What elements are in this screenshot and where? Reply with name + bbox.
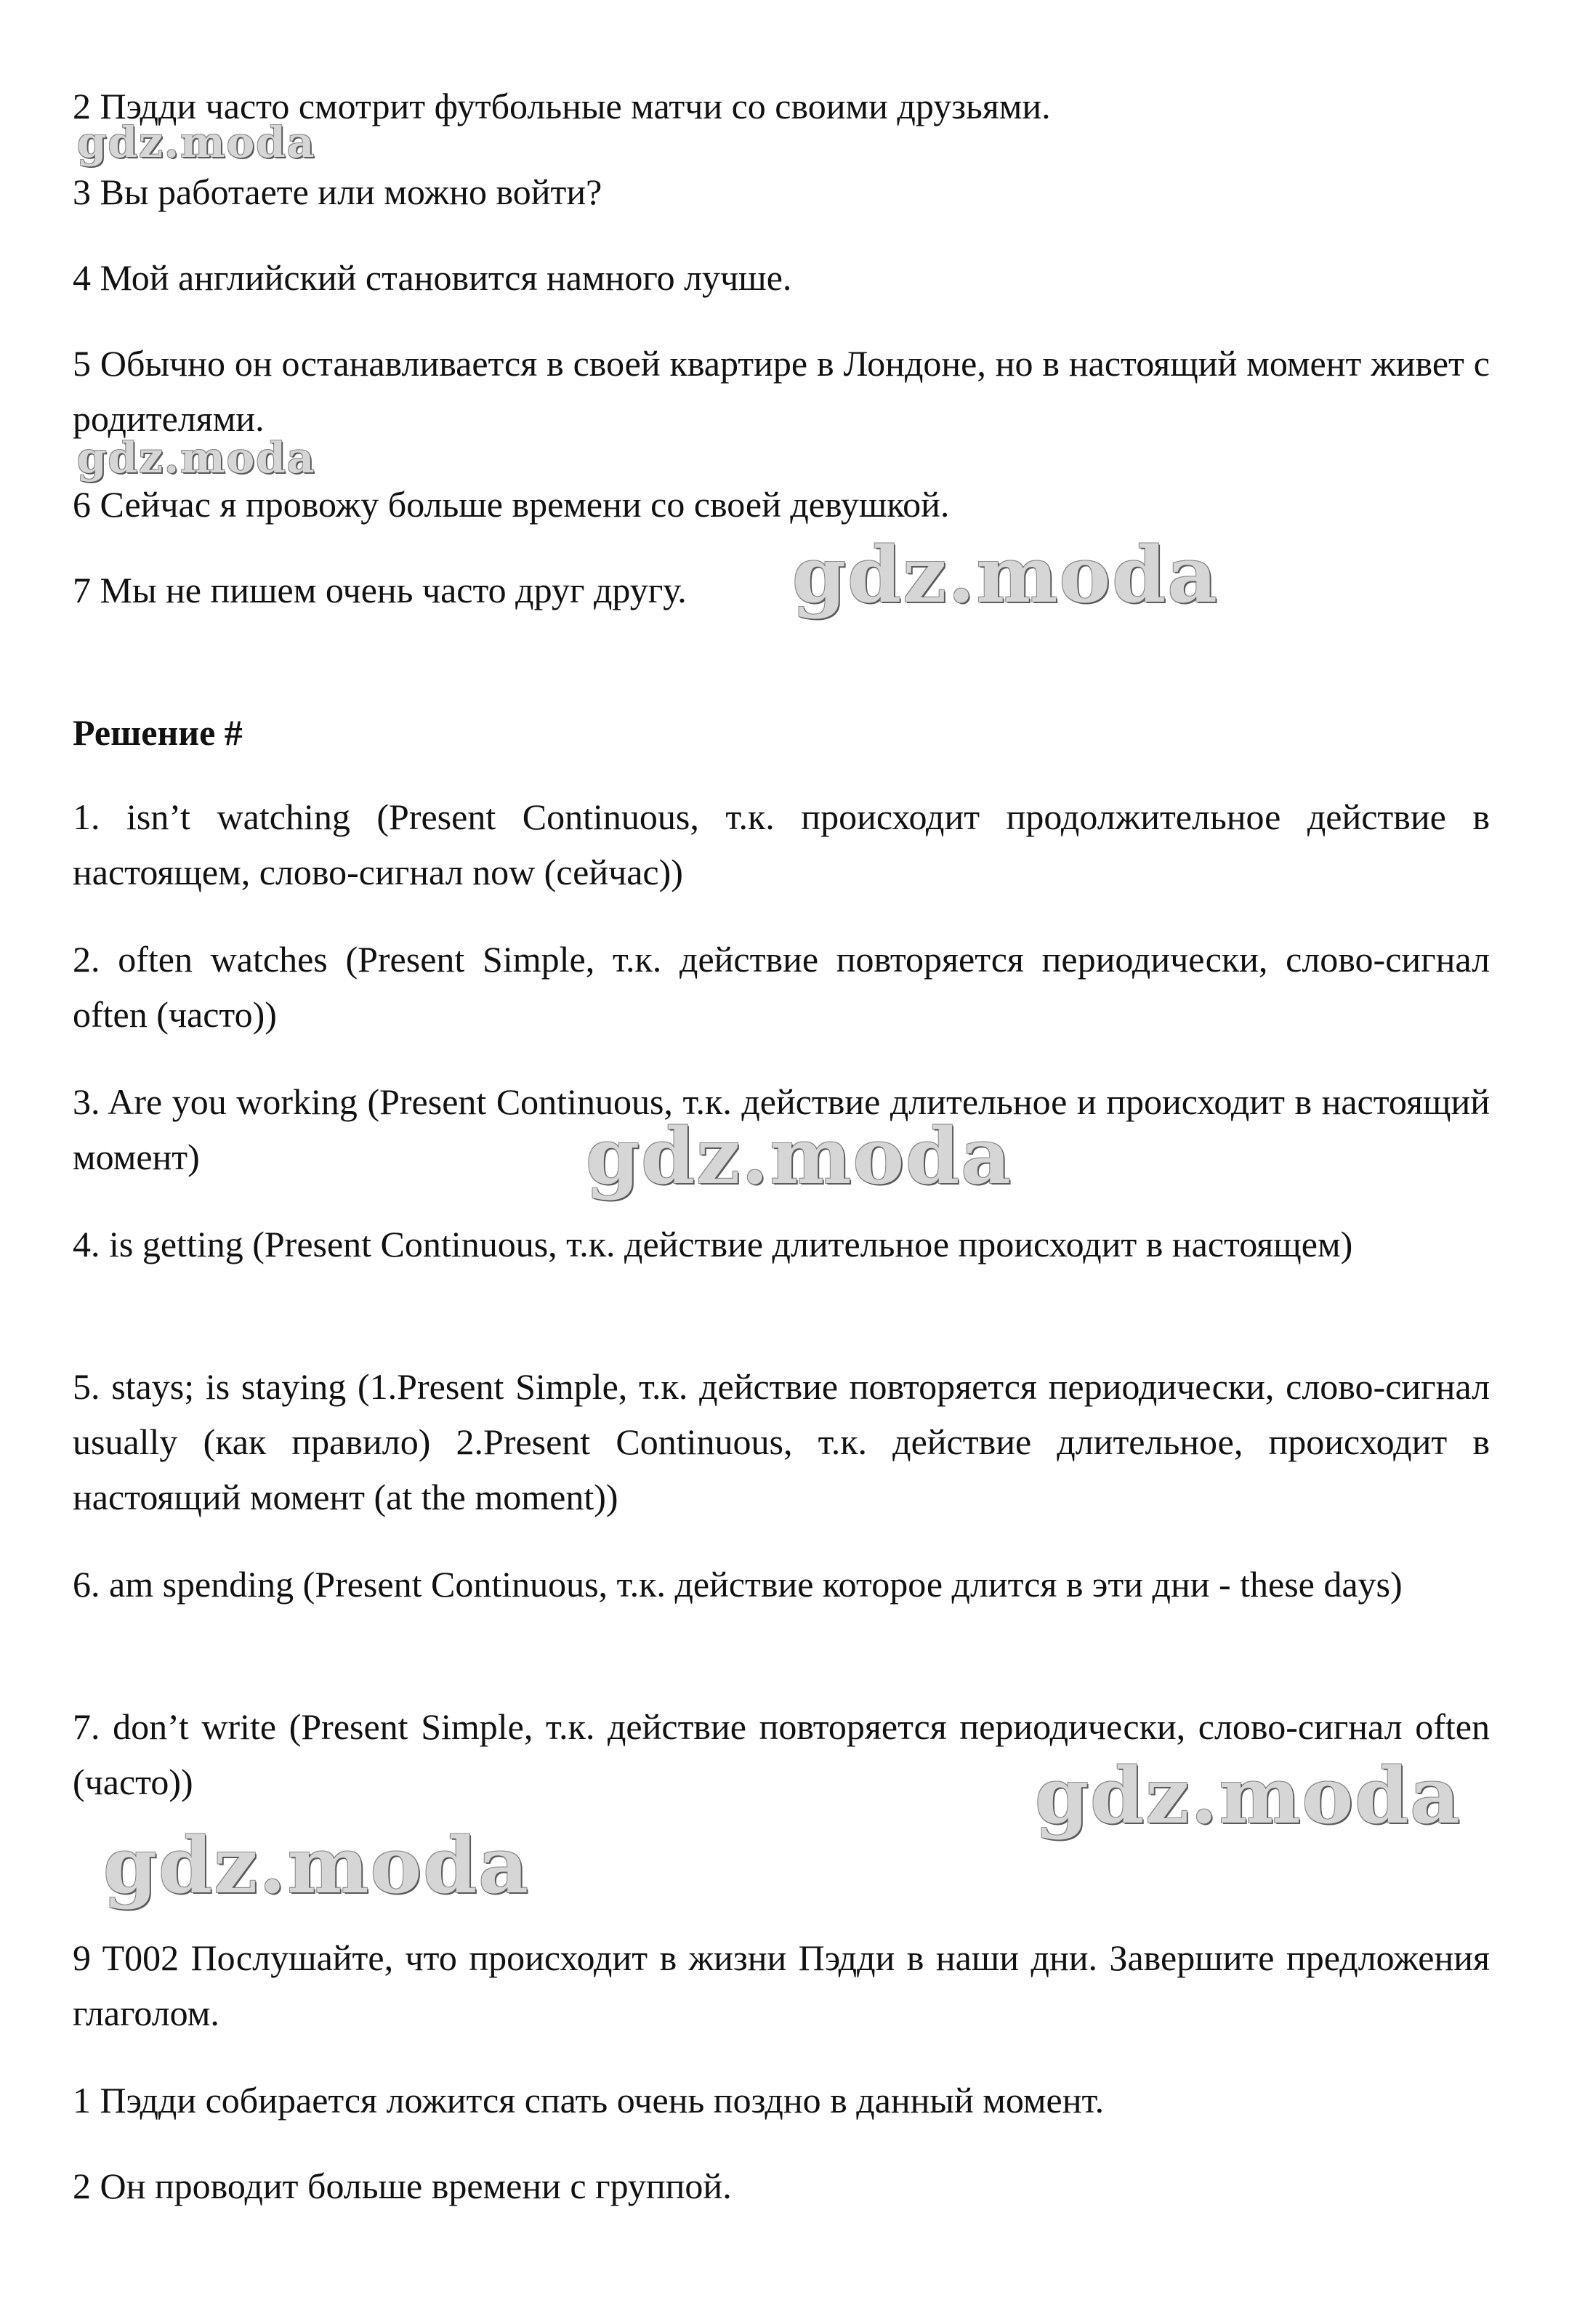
solution-4: 4. is getting (Present Continuous, т.к. действие длительное происходит в настоящем) (73, 1224, 1353, 1264)
watermark-logo: gdz.moda (586, 1110, 1012, 1201)
solution-5: 5. stays; is staying (1.Present Simple, т.к. действие повторяется периодически, слово-сигнал usually (как правило) 2.Present Continuous, т.к. действие длительное, происходит в настоящий момент (at the moment)) (73, 1366, 1490, 1517)
solution-1: 1. isn’t watching (Present Continuous, т.к. происходит продолжительное действие в настоящем, слово-сигнал now (сейчас)) (73, 796, 1490, 892)
watermark-logo: gdz.moda (103, 1820, 530, 1911)
task9-title: 9 T002 Послушайте, что происходит в жизни Пэдди в наши дни. Завершите предложения глаголом. (73, 1937, 1490, 2033)
exercise-line-6: 6 Сейчас я провожу больше времени со своей девушкой. (73, 484, 950, 525)
solution-3: 3. Are you working (Present Continuous, т.к. действие длительное и происходит в настоящий момент) (73, 1081, 1490, 1177)
task9-line-1: 1 Пэдди собирается ложится спать очень поздно в данный момент. (73, 2080, 1105, 2121)
watermark-logo: gdz.moda (792, 529, 1219, 620)
exercise-line-7: 7 Мы не пишем очень часто друг другу. (73, 570, 687, 610)
watermark-logo: gdz.moda (77, 433, 316, 483)
solution-6: 6. am spending (Present Continuous, т.к. действие которое длится в эти дни - these days) (73, 1564, 1403, 1605)
exercise-line-3: 3 Вы работаете или можно войти? (73, 172, 602, 212)
watermark-logo: gdz.moda (1035, 1750, 1461, 1841)
task9-line-2: 2 Он проводит больше времени с группой. (73, 2166, 732, 2206)
solution-7: 7. don’t write (Present Simple, т.к. действие повторяется периодически, слово-сигнал often (часто)) (73, 1706, 1490, 1802)
exercise-line-5: 5 Обычно он останавливается в своей квартире в Лондоне, но в настоящий момент живет с родителями. (73, 343, 1490, 439)
solution-2: 2. often watches (Present Simple, т.к. действие повторяется периодически, слово-сигнал often (часто)) (73, 939, 1490, 1035)
exercise-line-4: 4 Мой английский становится намного лучше. (73, 257, 792, 298)
exercise-line-2: 2 Пэдди часто смотрит футбольные матчи со своими друзьями. (73, 86, 1051, 126)
watermark-logo: gdz.moda (77, 118, 316, 167)
solution-heading: Решение # (73, 712, 243, 753)
